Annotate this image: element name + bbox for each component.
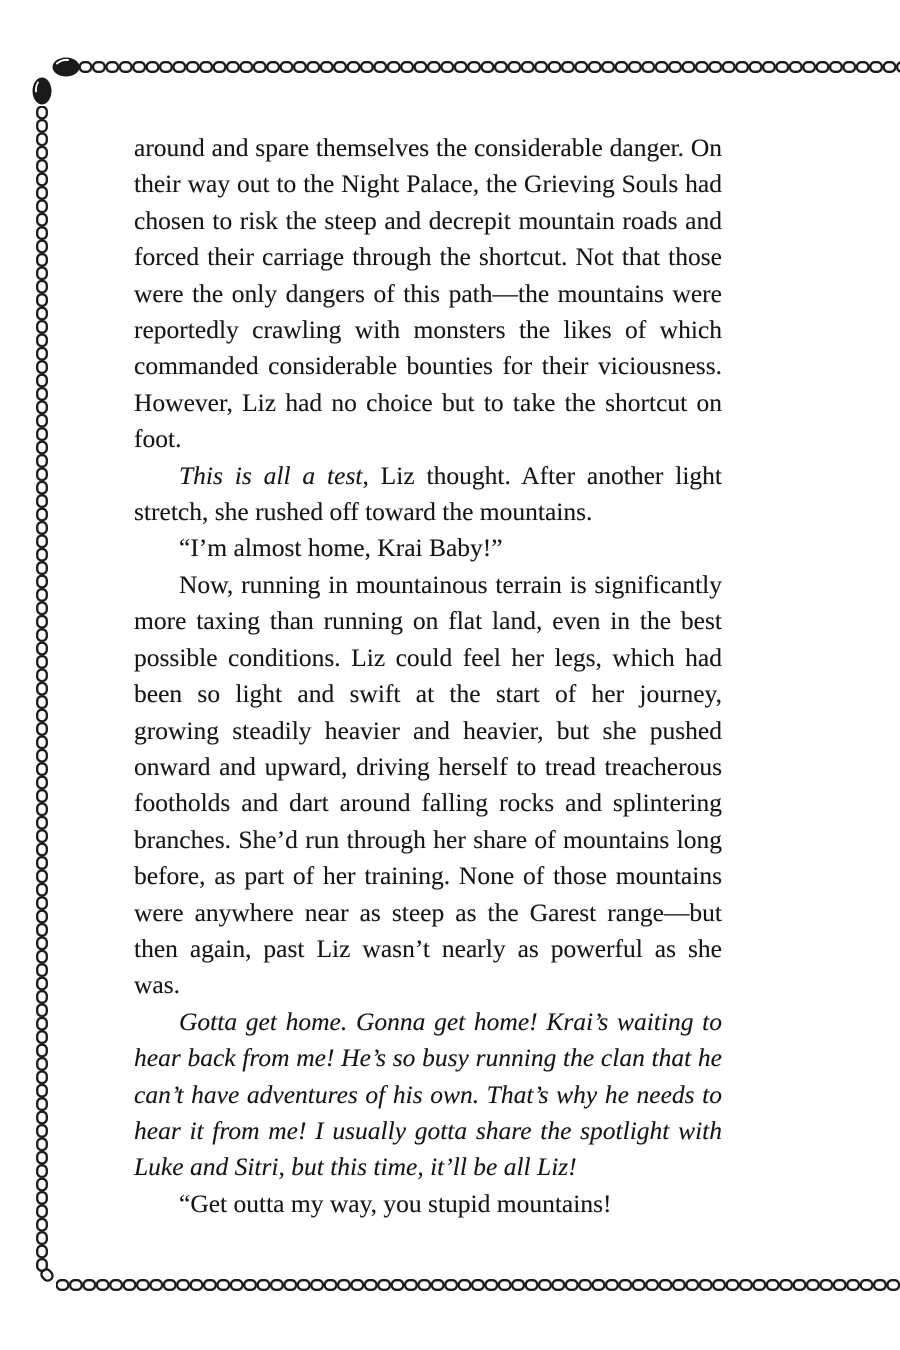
- text-segment: around and spare themselves the considerable danger. On their way out to the Night Palace, the Grieving Souls had chosen to risk the steep and decrepit mountain roads and forced their carriage through the shortcut. Not that those were the only dangers of this path—the mountains were reportedly crawling with monsters the likes of which commanded considerable bounties for their viciousness. However, Liz had no choice but to take the shortcut on foot.: [134, 133, 722, 454]
- paragraph: [134, 530, 722, 566]
- text-segment: “I’m almost home, Krai Baby!”: [179, 533, 503, 563]
- chain-border-bottom-icon: [36, 1262, 900, 1296]
- paragraph: [134, 1186, 722, 1222]
- paragraph: [134, 567, 722, 1004]
- chain-border-left-icon: [28, 74, 58, 1274]
- bead-ornament-top-icon: [53, 58, 80, 77]
- paragraph: [134, 1004, 722, 1186]
- chain-corner-link-icon: [40, 1267, 55, 1282]
- bead-ornament-left-icon: [33, 78, 52, 105]
- page-text: [134, 130, 722, 1222]
- paragraph: [134, 130, 722, 458]
- italic-text-segment: This is all a test: [179, 460, 363, 490]
- paragraph: [134, 458, 722, 531]
- italic-text-segment: Gotta get home. Gonna get home! Krai’s waiting to hear back from me! He’s so busy running the clan that he can’t have adventures of his own. That’s why he needs to hear it from me! I usually gotta share the spotlight with Luke and Sitri, but this time, it’ll be all Liz!: [134, 1006, 722, 1182]
- text-segment: Now, running in mountainous terrain is significantly more taxing than running on flat land, even in the best possible conditions. Liz could feel her legs, which had been so light and swift at the start of her journey, growing steadily heavier and heavier, but she pushed onward and upward, driving herself to tread treacherous footholds and dart around falling rocks and splintering branches. She’d run through her share of mountains long before, as part of her training. None of those mountains were anywhere near as steep as the Garest range—but then again, past Liz wasn’t nearly as powerful as she was.: [134, 569, 722, 1000]
- text-segment: “Get outta my way, you stupid mountains!: [179, 1188, 612, 1218]
- chain-border-top-icon: [0, 53, 900, 81]
- text-segment: , Liz thought. After another light stretch, she rushed off toward the mountains.: [134, 460, 722, 527]
